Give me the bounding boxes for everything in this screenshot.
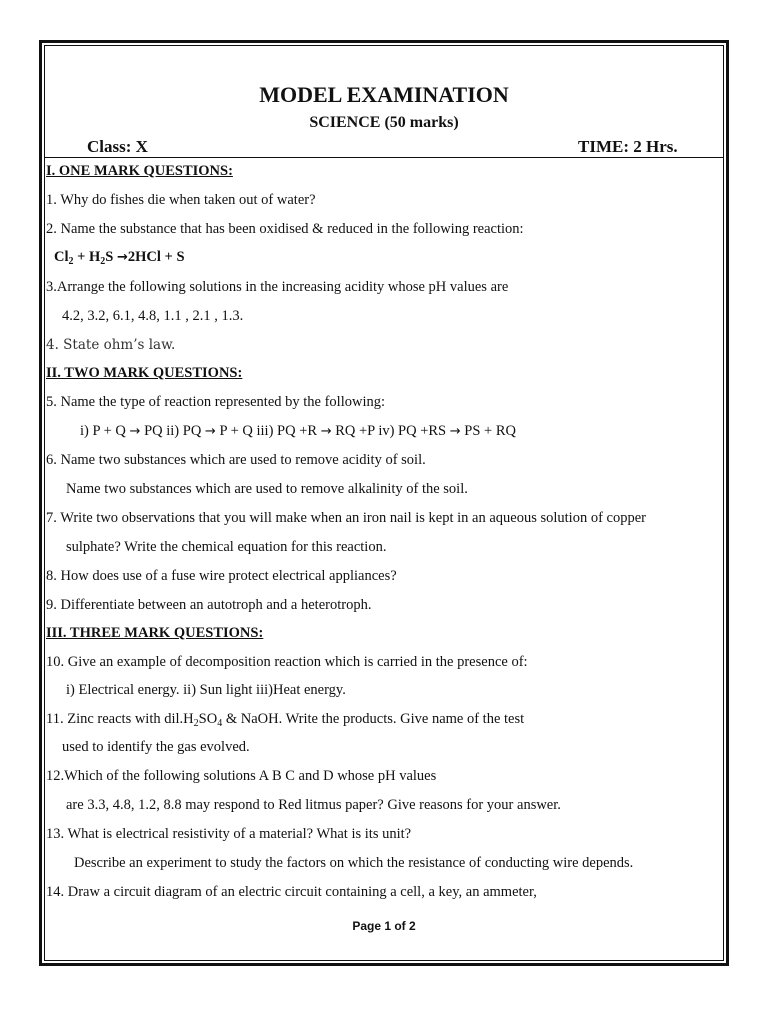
time-label: TIME: 2 Hrs. [578, 137, 678, 156]
page-border-inner [44, 45, 724, 961]
question-12: 12.Which of the following solutions A B C and D whose pH values [46, 768, 437, 784]
question-7: 7. Write two observations that you will make when an iron nail is kept in an aqueous solution of copper [46, 510, 646, 526]
question-3-values: 4.2, 3.2, 6.1, 4.8, 1.1 , 2.1 , 1.3. [62, 308, 244, 324]
reaction-arrow-icon: → [320, 424, 332, 439]
question-2: 2. Name the substance that has been oxidised & reduced in the following reaction: [46, 221, 524, 237]
question-4: 4. State ohm’s law. [46, 337, 176, 353]
section-heading-three-mark: III. THREE MARK QUESTIONS: [46, 625, 264, 641]
section-heading-one-mark: I. ONE MARK QUESTIONS: [46, 163, 233, 179]
exam-subtitle: SCIENCE (50 marks) [309, 114, 459, 131]
question-14: 14. Draw a circuit diagram of an electric circuit containing a cell, a key, an ammeter, [46, 884, 537, 900]
reaction-arrow-icon: → [129, 424, 141, 439]
question-12-continued: are 3.3, 4.8, 1.2, 8.8 may respond to Red litmus paper? Give reasons for your answer. [66, 797, 561, 813]
section-heading-two-mark: II. TWO MARK QUESTIONS: [46, 365, 243, 381]
question-10: 10. Give an example of decomposition reaction which is carried in the presence of: [46, 654, 528, 670]
question-6: 6. Name two substances which are used to remove acidity of soil. [46, 452, 426, 468]
exam-title: MODEL EXAMINATION [259, 82, 509, 107]
question-3: 3.Arrange the following solutions in the increasing acidity whose pH values are [46, 279, 509, 295]
question-13: 13. What is electrical resistivity of a material? What is its unit? [46, 826, 412, 842]
question-13-continued: Describe an experiment to study the factors on which the resistance of conducting wire depends. [74, 855, 634, 871]
reaction-arrow-icon: → [117, 250, 128, 265]
question-2-equation: $Cl_2 + H_2S \to 2HCl + S$ [54, 249, 185, 267]
question-11-continued: used to identify the gas evolved. [62, 739, 250, 755]
question-11: 11. Zinc reacts with $dil.H_2SO_4$ & NaOH. Write the products. Give name of the test [46, 711, 525, 729]
page-number: Page 1 of 2 [352, 919, 416, 933]
reaction-arrow-icon: → [449, 424, 461, 439]
question-7-continued: sulphate? Write the chemical equation for this reaction. [66, 539, 387, 555]
question-5: 5. Name the type of reaction represented by the following: [46, 394, 386, 410]
question-8: 8. How does use of a fuse wire protect electrical appliances? [46, 568, 397, 584]
header-divider [45, 157, 723, 158]
class-label: Class: X [87, 137, 148, 156]
question-1: 1. Why do fishes die when taken out of water? [46, 192, 316, 208]
question-9: 9. Differentiate between an autotroph and a heterotroph. [46, 597, 372, 613]
reaction-arrow-icon: → [204, 424, 216, 439]
question-6-part-2: Name two substances which are used to remove alkalinity of the soil. [66, 481, 468, 497]
question-5-reactions: i) P + Q → PQ ii) PQ → P + Q iii) PQ +R → RQ +P iv) PQ +RS → PS + RQ [80, 423, 516, 439]
question-10-options: i) Electrical energy. ii) Sun light iii)Heat energy. [66, 682, 346, 698]
